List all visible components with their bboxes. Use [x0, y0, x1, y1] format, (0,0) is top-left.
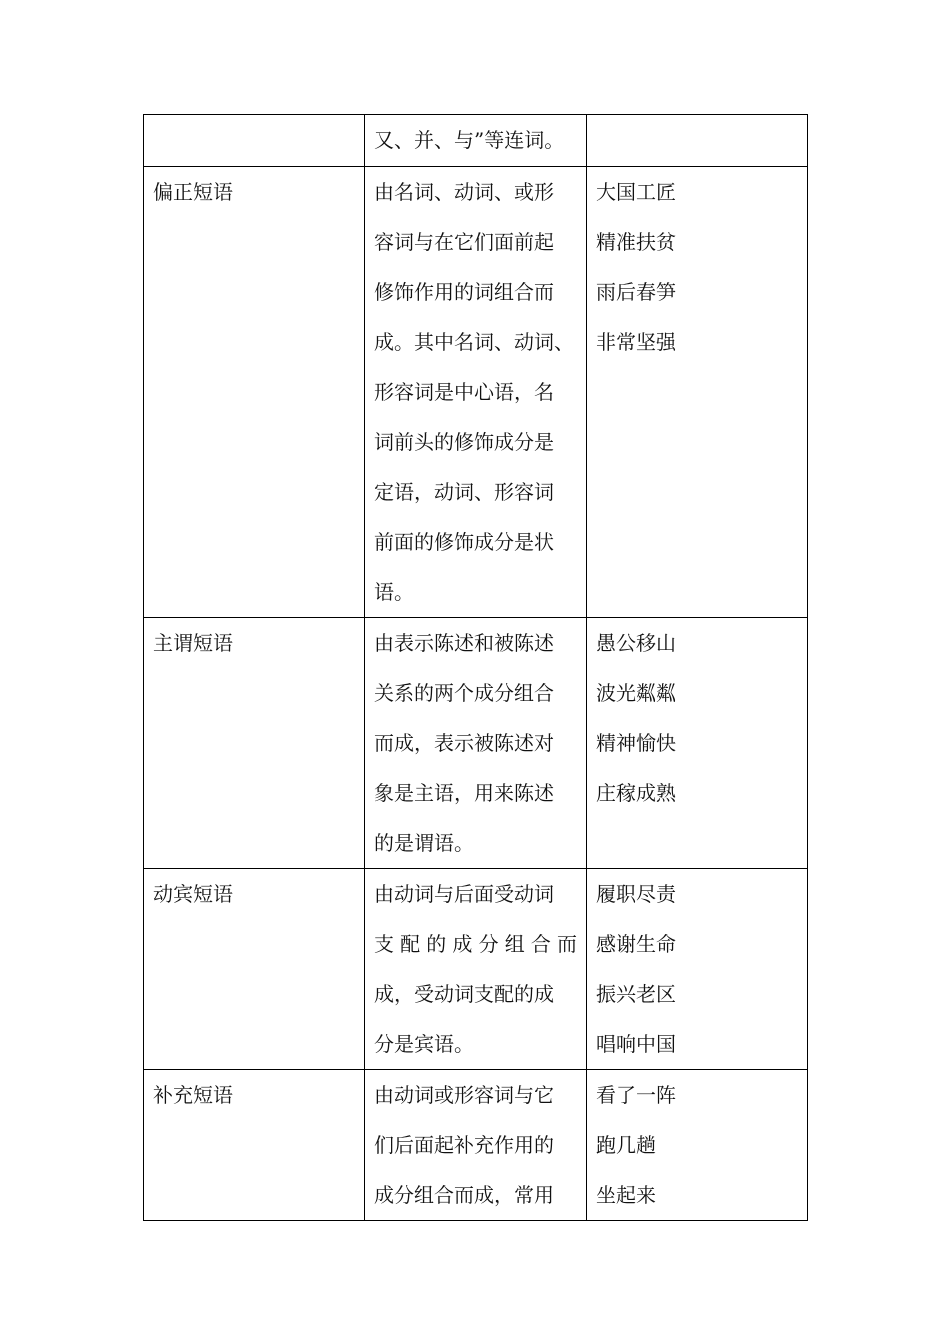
- definition-line: 成。其中名词、动词、: [374, 330, 574, 354]
- definition-line: 的是谓语。: [374, 831, 474, 855]
- example-phrase: 看了一阵: [596, 1083, 676, 1107]
- definition-line: 成，受动词支配的成: [374, 982, 554, 1006]
- examples-cell: [587, 869, 808, 1070]
- definition-cell: [365, 1070, 587, 1221]
- definition-line: 成分组合而成，常用: [374, 1183, 554, 1207]
- definition-cell: [365, 869, 587, 1070]
- example-phrase: 精准扶贫: [596, 230, 676, 254]
- phrase-type-name: 动宾短语: [153, 882, 233, 906]
- example-phrase: 感谢生命: [596, 932, 676, 956]
- phrase-type-name: 主谓短语: [153, 631, 233, 655]
- table-row: [144, 1070, 808, 1221]
- phrase-type-cell: [144, 115, 365, 167]
- examples-cell: [587, 618, 808, 869]
- definition-line: 词前头的修饰成分是: [374, 430, 554, 454]
- definition-char: 配: [400, 932, 421, 956]
- example-phrase: 振兴老区: [596, 982, 676, 1006]
- example-phrase: 庄稼成熟: [596, 781, 676, 805]
- definition-line: 容词与在它们面前起: [374, 230, 554, 254]
- definition-char: 成: [452, 932, 473, 956]
- example-phrase: 精神愉快: [596, 731, 676, 755]
- definition-char: 分: [478, 932, 499, 956]
- phrase-type-name: [153, 115, 355, 165]
- phrase-type-name: 补充短语: [153, 1083, 233, 1107]
- definition-cell: [365, 167, 587, 618]
- definition-char: 组: [504, 932, 525, 956]
- definition-line: 关系的两个成分组合: [374, 681, 554, 705]
- definition-char: 支: [374, 932, 394, 956]
- table-row: [144, 115, 808, 167]
- definition-line: 前面的修饰成分是状: [374, 530, 554, 554]
- example-phrase: 愚公移山: [596, 631, 676, 655]
- example-phrase: 波光粼粼: [596, 681, 676, 705]
- definition-line: 象是主语，用来陈述: [374, 781, 554, 805]
- example-phrase: 雨后春笋: [596, 280, 676, 304]
- definition-line: 分是宾语。: [374, 1032, 474, 1056]
- definition-line: 由动词或形容词与它: [374, 1083, 554, 1107]
- table-row: [144, 869, 808, 1070]
- definition-char: 的: [426, 932, 447, 956]
- definition-line: 又、并、与”等连词。: [374, 128, 565, 152]
- definition-line: 而成，表示被陈述对: [374, 731, 554, 755]
- table-row: [144, 167, 808, 618]
- definition-line: 形容词是中心语，名: [374, 380, 554, 404]
- definition-line: 定语，动词、形容词: [374, 480, 554, 504]
- examples-cell: [587, 167, 808, 618]
- examples-cell: [587, 115, 808, 167]
- definition-cell: [365, 618, 587, 869]
- phrase-type-cell: [144, 1070, 365, 1221]
- phrase-type-cell: [144, 618, 365, 869]
- example-phrase: 唱响中国: [596, 1032, 676, 1056]
- definition-line: 们后面起补充作用的: [374, 1133, 554, 1157]
- example-phrase: 坐起来: [596, 1183, 656, 1207]
- example-phrase: 履职尽责: [596, 882, 676, 906]
- definition-line: 修饰作用的词组合而: [374, 280, 554, 304]
- definition-line: 语。: [374, 580, 414, 604]
- definition-line-justified: [374, 919, 577, 969]
- examples-cell: [587, 1070, 808, 1221]
- phrase-type-name: 偏正短语: [153, 180, 233, 204]
- phrase-types-table: [143, 114, 808, 1221]
- definition-line: 由动词与后面受动词: [374, 882, 554, 906]
- example-phrase: 跑几趟: [596, 1133, 656, 1157]
- example-phrase: 大国工匠: [596, 180, 676, 204]
- table-row: [144, 618, 808, 869]
- definition-line: 由名词、动词、或形: [374, 180, 554, 204]
- phrase-type-cell: [144, 869, 365, 1070]
- definition-char: 而: [556, 932, 577, 956]
- example-phrase: 非常坚强: [596, 330, 676, 354]
- definition-cell: [365, 115, 587, 167]
- definition-char: 合: [530, 932, 551, 956]
- phrase-type-cell: [144, 167, 365, 618]
- definition-line: 由表示陈述和被陈述: [374, 631, 554, 655]
